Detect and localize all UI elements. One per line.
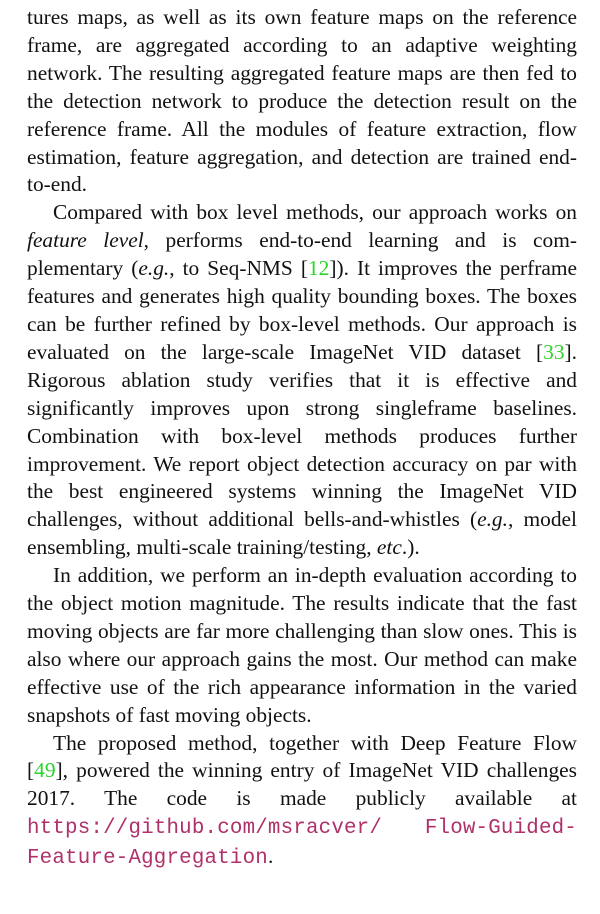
citation-link-12[interactable]: 12 — [307, 256, 330, 281]
paragraph-2-emphasis-feature-level: feature level — [27, 228, 144, 253]
paragraph-2-text-4: ]). It improves the perframe features and generates high quality bounding boxes. The boxes can be further refined by box-level methods. Our approach is evaluated on the large-scale ImageNet VID dataset [ — [27, 256, 577, 364]
paragraph-3-text: In addition, we perform an in-depth evaluation according to the object motion magnitude. The results indicate that the fast moving objects are far more challenging than slow ones. This is also where our approach gains the most. Our method can make effective use of the rich appearance information in the varied snapshots of fast moving objects. — [27, 563, 577, 727]
code-url-link-part-2[interactable]: Flow-Guided-Feature-Aggregation — [27, 817, 577, 871]
paragraph-4 — [27, 730, 577, 874]
code-url-link-part-1[interactable]: https://github.com/msracver/ — [27, 817, 383, 841]
paragraph-4-text-1: The proposed method, together with Deep Feature Flow [ — [27, 730, 577, 783]
paragraph-3 — [27, 562, 577, 729]
paragraph-2-emphasis-eg-1: e.g. — [138, 256, 170, 281]
citation-link-49[interactable]: 49 — [34, 758, 56, 783]
paragraph-2-text-2: , performs end-to-end learning and is complementary ( — [27, 228, 577, 281]
paragraph-4-text-2: ], powered the winning entry of ImageNet VID challenges 2017. The code is made publicly available at — [27, 758, 577, 811]
citation-link-33[interactable]: 33 — [543, 339, 565, 364]
paragraph-2 — [27, 199, 577, 562]
paragraph-1 — [27, 4, 577, 199]
paragraph-2-emphasis-eg-2: e.g. — [477, 507, 508, 532]
paragraph-1-text: tures maps, as well as its own feature maps on the reference frame, are aggregated according to an adaptive weighting network. The resulting aggregated feature maps are then fed to the detection network to produce the detection result on the reference frame. All the modules of feature extraction, flow estimation, feature aggregation, and detection are trained end-to-end. — [27, 5, 577, 197]
paragraph-2-text-6: , model ensembling, multi-scale training/testing, — [27, 507, 577, 560]
paragraph-4-text-3: . — [267, 844, 274, 869]
paragraph-2-emphasis-etc: etc — [376, 535, 402, 560]
paragraph-2-text-1: Compared with box level methods, our approach works on — [53, 200, 577, 225]
paragraph-2-text-3: , to Seq-NMS [ — [169, 256, 308, 281]
paragraph-2-text-7: .). — [401, 535, 420, 560]
paragraph-2-text-5: ]. Rigorous ablation study verifies that it is effective and significantly improves upon strong singleframe baselines. Combination with box-level methods produces further improvement. We report object detection accuracy on par with the best engineered systems winning the ImageNet VID challenges, without additional bells-and-whistles ( — [27, 339, 577, 532]
